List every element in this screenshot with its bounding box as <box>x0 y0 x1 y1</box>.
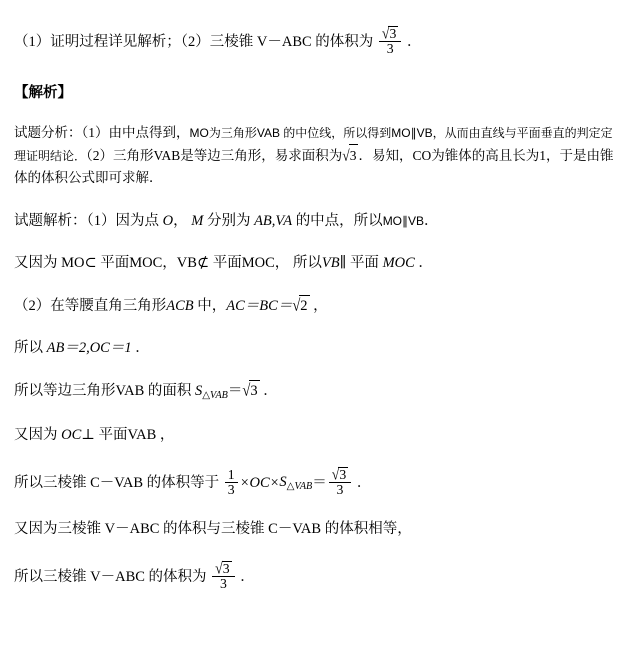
solution-line-3-seg-c: 中， <box>197 297 227 314</box>
sqrt3-over-3-fraction <box>329 467 351 498</box>
solution-line-2-seg-a: 又因为 MO⊂ 平面MOC，VB⊄ 平面MOC， 所以 <box>14 254 322 271</box>
solution-line-6-seg-a: 又因为 <box>14 426 58 443</box>
sqrt3-over-3-numerator <box>329 467 351 483</box>
solution-line-5-seg-a: 所以等边三角形VAB 的面积 <box>14 382 192 399</box>
answer-line <box>0 0 630 57</box>
area-s-label: S <box>279 474 287 491</box>
radical-sign-icon: √ <box>331 465 340 483</box>
solution-line-1-seg-d: 的中点，所以 <box>295 212 383 229</box>
answer-fraction <box>379 26 401 57</box>
solution-line-7 <box>0 446 630 498</box>
solution-line-1-seg-c: 分别为 <box>206 212 251 229</box>
sqrt-three-analysis-icon: √3 <box>342 144 358 167</box>
answer-fraction-numerator <box>379 26 401 42</box>
sqrt-three-icon: √3 <box>215 559 230 577</box>
point-o-label: O <box>162 212 174 229</box>
vb-parallel-label: VB∥ <box>321 254 347 271</box>
radical-sign-icon: √ <box>215 559 223 577</box>
solution-line-1-seg-e: ． <box>424 212 439 229</box>
radical-sign-icon: √ <box>381 24 390 43</box>
analysis-part2b: ．易知，CO为锥体的高且长为1，于是由锥体的体积公式即可求解． <box>14 148 614 186</box>
sqrt-three-icon: √3 <box>381 24 397 43</box>
solution-line-8: 又因为三棱锥 V－ABC 的体积与三棱锥 C－VAB 的体积相等， <box>14 520 412 537</box>
area-s-label: S <box>195 382 203 399</box>
solution-line-3 <box>0 274 630 317</box>
solution-line-5-seg-c: ＝ <box>227 382 243 399</box>
oc-perpendicular-label: OC⊥ <box>61 426 95 443</box>
solution-line-5-seg-d: ． <box>263 382 278 399</box>
solution-line-4-seg-a: 所以 <box>14 339 43 356</box>
solution-line-9 <box>0 540 630 592</box>
solution-line-1-seg-a: 试题解析：（1）因为点 <box>14 212 159 229</box>
radical-sign-icon: √ <box>342 146 350 165</box>
solution-line-7-end: ． <box>356 474 372 491</box>
ab-oc-values: AB＝2,OC＝1 <box>46 339 132 356</box>
radical-sign-icon: √ <box>292 296 301 315</box>
solution-line-9-end: ． <box>240 568 255 585</box>
solution-line-2-seg-c: 平面 <box>349 254 379 271</box>
final-volume-denominator: 3 <box>219 576 227 591</box>
plane-moc-label: MOC <box>382 254 415 271</box>
area-subscript: △VAB <box>202 389 228 401</box>
solution-line-2 <box>0 232 630 274</box>
volume-expression-mid: ×OC× <box>239 474 280 491</box>
area-subscript: △VAB <box>286 481 313 493</box>
triangle-acb-label: ACB <box>166 297 194 314</box>
sqrt3-over-3-denominator: 3 <box>336 482 344 498</box>
answer-suffix-text: ． <box>407 33 422 50</box>
solution-line-3-seg-e: ， <box>313 297 328 314</box>
radical-sign-icon: √ <box>242 381 251 400</box>
sqrt-two-icon: √2 <box>292 295 309 317</box>
point-m-label: M <box>191 212 204 229</box>
one-third-numerator: 1 <box>225 468 238 483</box>
final-volume-fraction <box>212 561 234 592</box>
analysis-label: 试题分析： <box>14 124 82 140</box>
sqrt-three-area-icon: √3 <box>242 380 259 402</box>
solution-line-1-seg-b: ， <box>173 212 188 229</box>
answer-fraction-denominator: 3 <box>386 41 394 57</box>
analysis-part1b: MO为三角形VAB 的中位线，所以得到MO∥VB，从而由直线与平面垂直的判定定理证明结论． <box>14 125 613 164</box>
analysis-part2: （2）三角形VAB是等边三角形，易求面积为 <box>86 148 343 164</box>
segment-ab-va-label: AB,VA <box>254 212 293 229</box>
mo-parallel-vb-label: MO∥VB <box>382 213 425 228</box>
section-title: 【解析】 <box>14 84 72 101</box>
solution-line-3-seg-a: （2）在等腰直角三角形 <box>14 297 167 314</box>
solution-line-1 <box>0 190 630 232</box>
area-symbol <box>279 474 313 493</box>
final-volume-numerator <box>212 561 234 577</box>
solution-line-6-seg-c: 平面VAB ， <box>98 426 175 443</box>
analysis-part1: （1）由中点得到， <box>81 124 190 140</box>
one-third-denominator: 3 <box>227 482 235 498</box>
answer-prefix-text: （1）证明过程详见解析；（2）三棱锥 V－ABC 的体积为 <box>14 33 374 50</box>
area-symbol <box>195 383 228 399</box>
solution-line-9-seg-a: 所以三棱锥 V－ABC 的体积为 <box>14 568 207 585</box>
analysis-paragraph <box>0 104 630 190</box>
sqrt-three-icon: √3 <box>331 465 347 483</box>
solution-line-7-equals: ＝ <box>312 474 327 491</box>
solution-line-4-seg-c: ． <box>135 339 150 356</box>
one-third-fraction <box>225 468 238 498</box>
solution-line-2-seg-e: ． <box>418 254 433 271</box>
solution-line-4 <box>0 317 630 359</box>
solution-line-6 <box>0 404 630 446</box>
solution-line-5 <box>0 359 630 404</box>
ac-bc-equation: AC＝BC＝ <box>226 297 293 314</box>
solution-line-7-seg-a: 所以三棱锥 C－VAB 的体积等于 <box>14 474 220 491</box>
